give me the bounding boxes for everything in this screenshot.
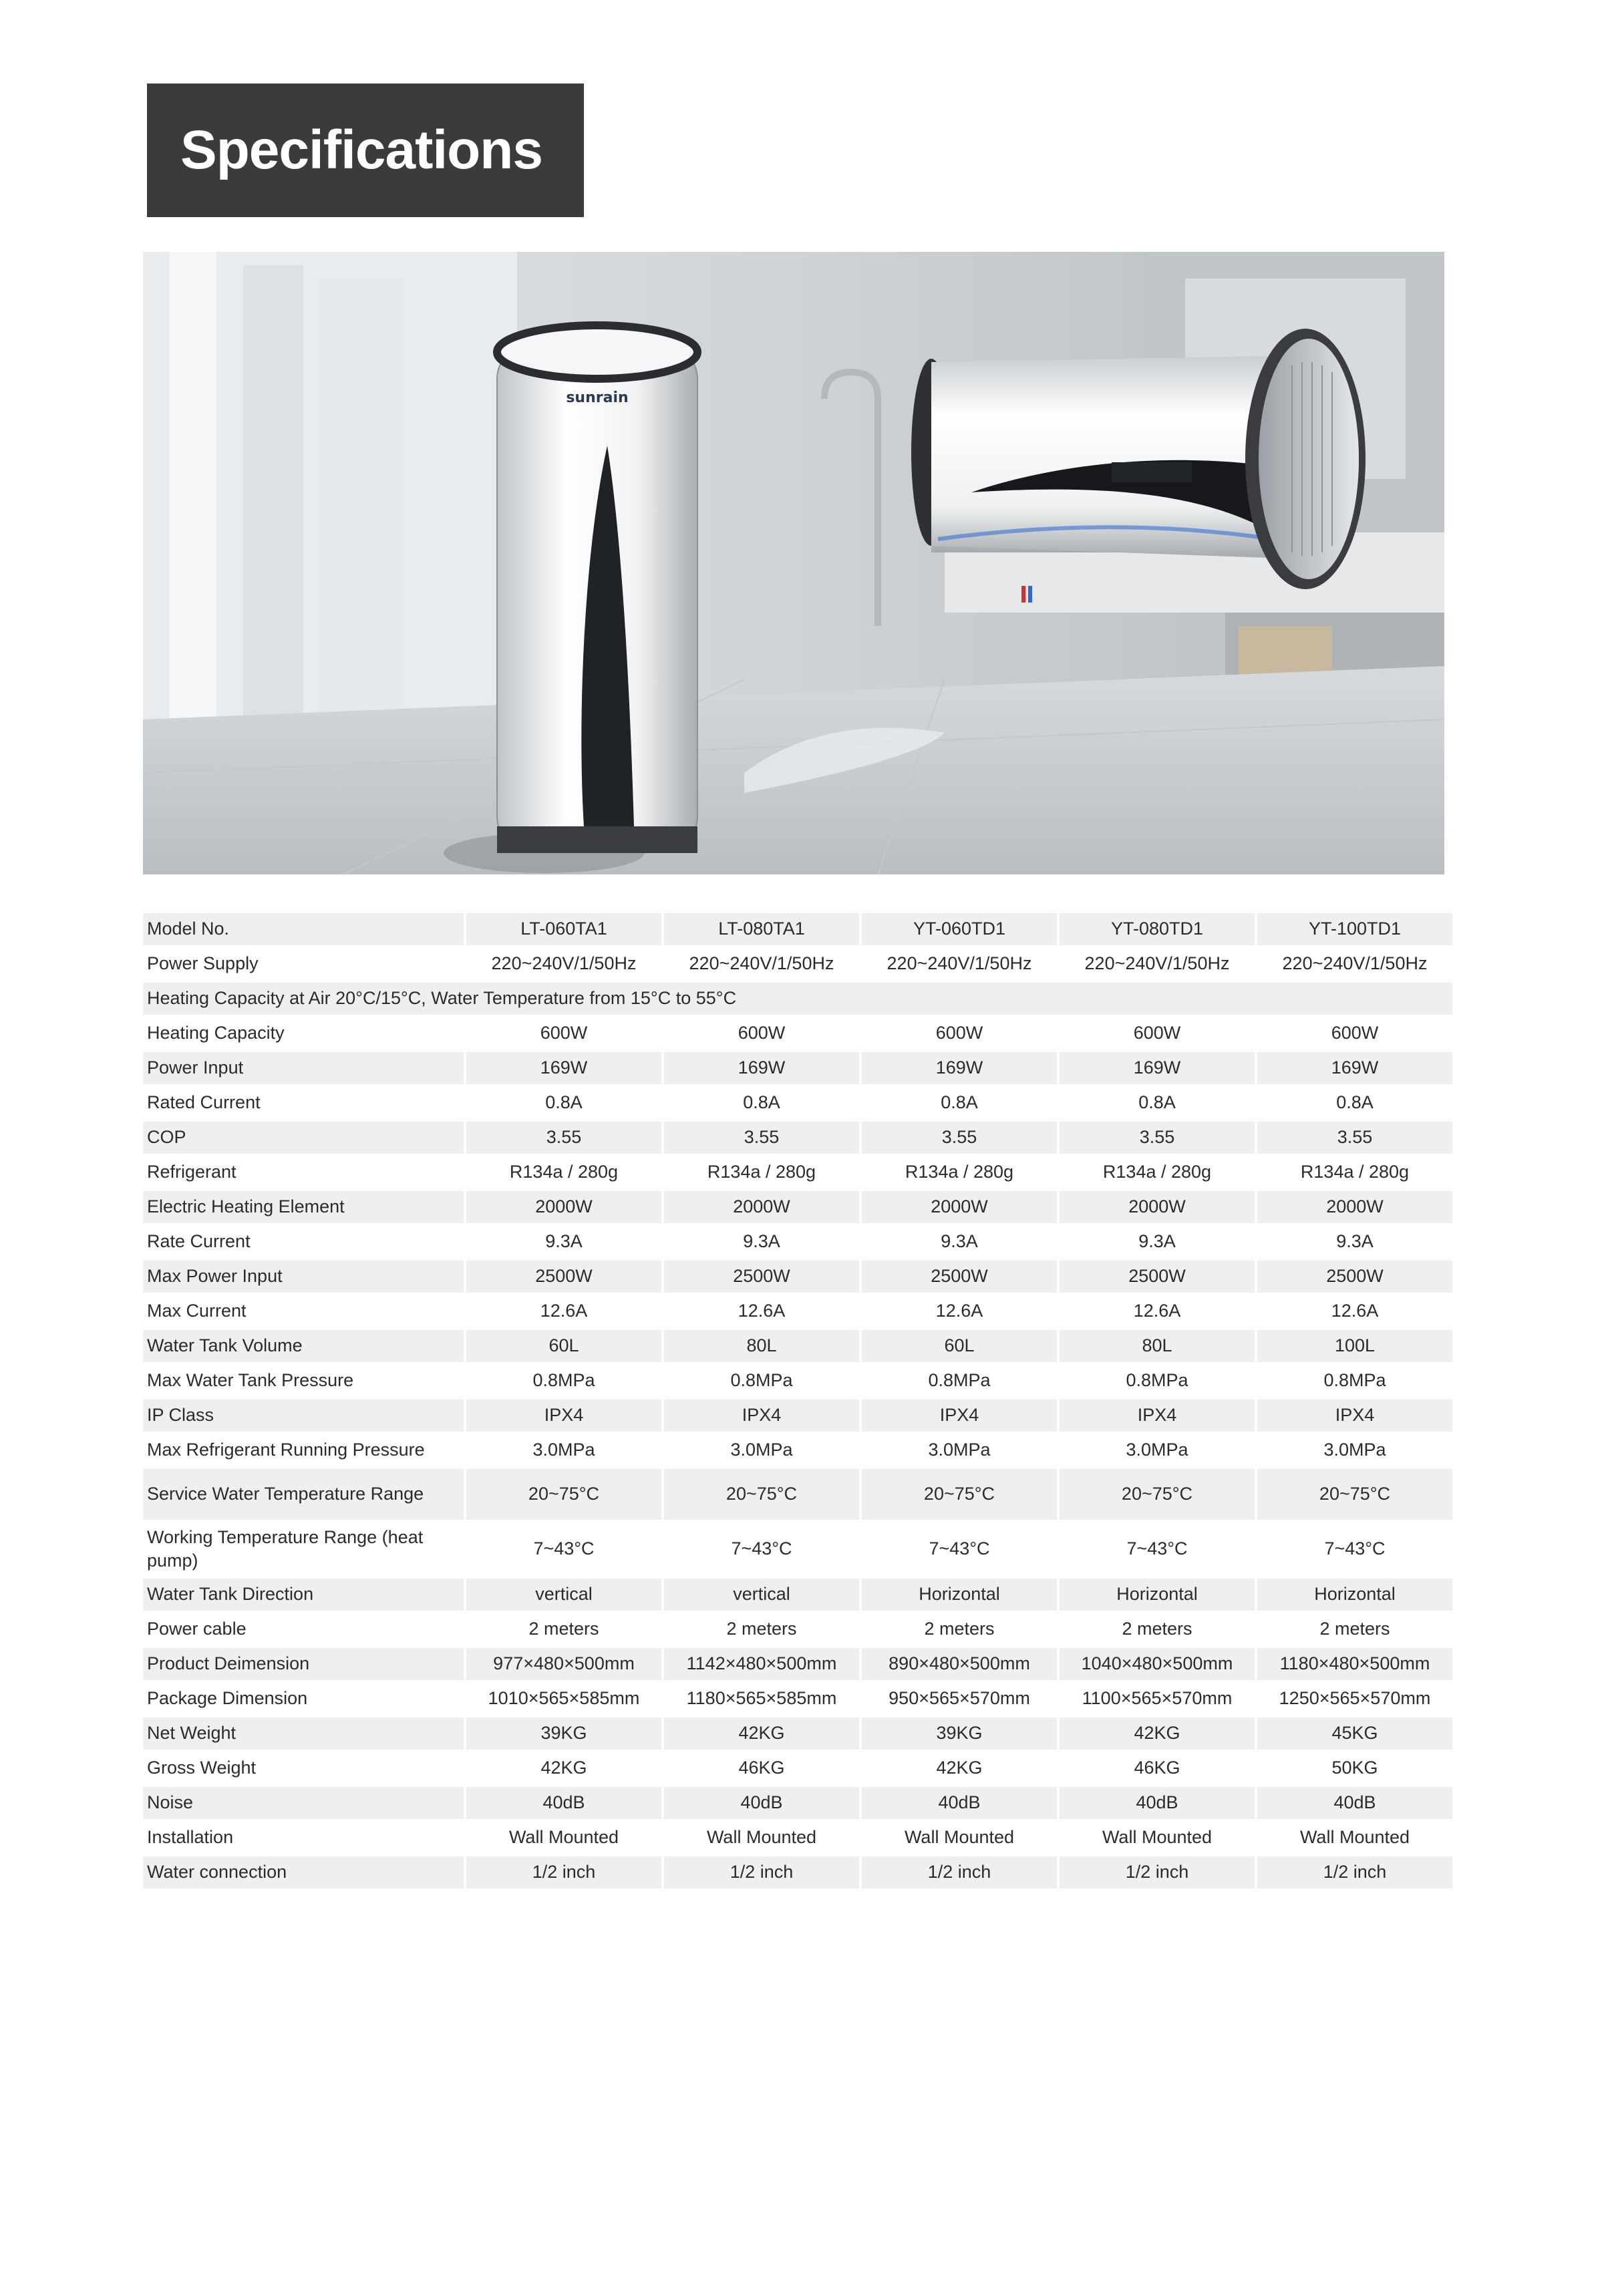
table-cell: 7~43°C (1126, 1538, 1188, 1559)
table-cell: 42KG (664, 1717, 859, 1750)
table-cell: 2 meters (1319, 1619, 1390, 1639)
table-cell: 60L (862, 1330, 1057, 1362)
table-cell: 2 meters (1122, 1619, 1192, 1639)
row-label: Noise (143, 1787, 464, 1819)
table-cell: 169W (664, 1052, 859, 1084)
table-cell: 20~75°C (862, 1469, 1057, 1520)
table-cell: 7~43°C (731, 1538, 792, 1559)
table-cell: 169W (466, 1052, 661, 1084)
column-header: YT-100TD1 (1257, 913, 1452, 945)
row-label: Model No. (143, 913, 464, 945)
column-header: YT-080TD1 (1060, 913, 1255, 945)
table-cell: 12.6A (1331, 1301, 1379, 1321)
table-row (143, 1469, 1452, 1520)
table-cell: Horizontal (862, 1579, 1057, 1611)
table-cell: 169W (1257, 1052, 1452, 1084)
table-row (143, 1052, 1452, 1084)
table-cell: 0.8A (743, 1092, 780, 1113)
table-row (143, 1683, 1452, 1715)
row-label: Water Tank Direction (143, 1579, 464, 1611)
table-cell: 3.0MPa (532, 1440, 595, 1460)
table-row (143, 1122, 1452, 1154)
row-label: Heating Capacity (147, 1023, 285, 1043)
row-label: Electric Heating Element (143, 1191, 464, 1223)
table-cell: 1010×565×585mm (488, 1688, 640, 1709)
table-cell: R134a / 280g (905, 1162, 1014, 1182)
table-cell: 3.55 (862, 1122, 1057, 1154)
table-cell: 0.8A (545, 1092, 583, 1113)
table-cell: 0.8MPa (928, 1370, 991, 1391)
row-label: Rate Current (147, 1231, 251, 1252)
table-cell: 1040×480×500mm (1060, 1648, 1255, 1680)
table-cell: 2000W (466, 1191, 661, 1223)
table-row (143, 1752, 1452, 1784)
row-label: Power Supply (147, 953, 259, 974)
table-cell: IPX4 (1060, 1400, 1255, 1432)
table-cell: 1142×480×500mm (664, 1648, 859, 1680)
table-cell: 1180×480×500mm (1257, 1648, 1452, 1680)
table-cell: Wall Mounted (508, 1827, 619, 1848)
table-cell: 1/2 inch (862, 1856, 1057, 1889)
table-cell: 2000W (862, 1191, 1057, 1223)
table-cell: 600W (540, 1023, 588, 1043)
table-cell: 2000W (1257, 1191, 1452, 1223)
table-cell: 600W (935, 1023, 983, 1043)
row-label: Max Water Tank Pressure (147, 1370, 354, 1391)
table-cell: 40dB (1060, 1787, 1255, 1819)
table-cell: 0.8MPa (730, 1370, 793, 1391)
table-cell: 890×480×500mm (862, 1648, 1057, 1680)
table-cell: 3.55 (664, 1122, 859, 1154)
table-cell: 7~43°C (1324, 1538, 1386, 1559)
table-cell: R134a / 280g (1102, 1162, 1212, 1182)
table-cell: 1250×565×570mm (1279, 1688, 1431, 1709)
table-cell: IPX4 (664, 1400, 859, 1432)
table-row (143, 1648, 1452, 1680)
table-cell: 3.55 (466, 1122, 661, 1154)
table-cell: Wall Mounted (904, 1827, 1015, 1848)
table-cell: 46KG (1134, 1758, 1180, 1778)
table-cell: 977×480×500mm (466, 1648, 661, 1680)
table-cell: Horizontal (1257, 1579, 1452, 1611)
column-header: YT-060TD1 (862, 913, 1057, 945)
row-label: Water connection (143, 1856, 464, 1889)
table-row (143, 948, 1452, 980)
table-row (143, 1087, 1452, 1119)
table-cell: 80L (664, 1330, 859, 1362)
table-cell: IPX4 (1257, 1400, 1452, 1432)
table-cell: 39KG (466, 1717, 661, 1750)
table-row (143, 1717, 1452, 1750)
table-cell: 40dB (862, 1787, 1057, 1819)
row-label: Net Weight (143, 1717, 464, 1750)
table-cell: 7~43°C (533, 1538, 595, 1559)
table-row (143, 1261, 1452, 1293)
table-row (143, 1787, 1452, 1819)
table-cell: 0.8A (1138, 1092, 1176, 1113)
table-cell: 220~240V/1/50Hz (1084, 953, 1230, 974)
table-cell: Wall Mounted (1299, 1827, 1410, 1848)
title-banner (147, 84, 584, 217)
table-cell: 220~240V/1/50Hz (689, 953, 834, 974)
table-cell: 1100×565×570mm (1082, 1688, 1233, 1709)
table-cell: 3.55 (1257, 1122, 1452, 1154)
table-cell: 12.6A (1133, 1301, 1181, 1321)
table-cell: 220~240V/1/50Hz (491, 953, 637, 974)
row-label: Product Deimension (143, 1648, 464, 1680)
table-cell: 169W (862, 1052, 1057, 1084)
table-cell: 12.6A (935, 1301, 983, 1321)
table-cell: 42KG (1060, 1717, 1255, 1750)
row-label: Refrigerant (147, 1162, 236, 1182)
table-cell: 20~75°C (1060, 1469, 1255, 1520)
column-header: LT-080TA1 (664, 913, 859, 945)
water-heaters-illustration (143, 252, 1444, 874)
table-cell: 220~240V/1/50Hz (887, 953, 1032, 974)
table-cell: 9.3A (941, 1231, 978, 1252)
table-cell: 40dB (1257, 1787, 1452, 1819)
table-cell: 0.8MPa (532, 1370, 595, 1391)
table-cell: 3.0MPa (928, 1440, 991, 1460)
table-row (143, 1613, 1452, 1645)
table-cell: 46KG (738, 1758, 785, 1778)
row-label: Power cable (147, 1619, 247, 1639)
table-cell: 2 meters (726, 1619, 797, 1639)
table-cell: 0.8A (1336, 1092, 1374, 1113)
table-cell: IPX4 (466, 1400, 661, 1432)
specifications-table (140, 911, 1455, 1891)
table-cell: 0.8MPa (1323, 1370, 1386, 1391)
table-cell: 600W (1133, 1023, 1181, 1043)
table-cell: Wall Mounted (706, 1827, 817, 1848)
table-cell: 9.3A (1336, 1231, 1374, 1252)
table-row (143, 1856, 1452, 1889)
row-label: Rated Current (147, 1092, 261, 1113)
table-cell: 600W (738, 1023, 786, 1043)
table-row (143, 1522, 1452, 1576)
table-cell: 20~75°C (466, 1469, 661, 1520)
table-cell: 2000W (664, 1191, 859, 1223)
table-cell: 2 meters (924, 1619, 995, 1639)
row-label: Max Current (147, 1301, 247, 1321)
product-photo (143, 252, 1444, 874)
table-cell: 80L (1060, 1330, 1255, 1362)
row-label: IP Class (143, 1400, 464, 1432)
row-label: Water Tank Volume (143, 1330, 464, 1362)
row-label: Max Refrigerant Running Pressure (147, 1440, 425, 1460)
table-row (143, 1017, 1452, 1049)
table-cell: 1/2 inch (1257, 1856, 1452, 1889)
table-cell: 2500W (664, 1261, 859, 1293)
table-cell: IPX4 (862, 1400, 1057, 1432)
row-label: Service Water Temperature Range (143, 1469, 464, 1520)
table-cell: R134a / 280g (1300, 1162, 1410, 1182)
table-cell: 60L (466, 1330, 661, 1362)
table-cell: 3.0MPa (1126, 1440, 1188, 1460)
table-cell: 600W (1331, 1023, 1379, 1043)
table-row (143, 1330, 1452, 1362)
table-cell: 20~75°C (1257, 1469, 1452, 1520)
table-cell: 2500W (862, 1261, 1057, 1293)
table-row (143, 1226, 1452, 1258)
table-cell: 12.6A (738, 1301, 786, 1321)
table-row (143, 1434, 1452, 1466)
table-cell: 2500W (466, 1261, 661, 1293)
row-label: Power Input (143, 1052, 464, 1084)
row-label: Gross Weight (147, 1758, 257, 1778)
table-cell: vertical (466, 1579, 661, 1611)
table-cell: R134a / 280g (707, 1162, 816, 1182)
page-title: Specifications (180, 120, 542, 180)
table-cell: 9.3A (743, 1231, 780, 1252)
table-header-row (143, 913, 1452, 945)
row-label: Package Dimension (147, 1688, 308, 1709)
column-header: LT-060TA1 (466, 913, 661, 945)
table-cell: 2000W (1060, 1191, 1255, 1223)
table-cell: 0.8A (941, 1092, 978, 1113)
table-cell: 2 meters (528, 1619, 599, 1639)
table-cell: 3.55 (1060, 1122, 1255, 1154)
row-label: Installation (147, 1827, 234, 1848)
table-cell: 45KG (1257, 1717, 1452, 1750)
table-cell: 100L (1257, 1330, 1452, 1362)
table-cell: 1180×565×585mm (686, 1688, 837, 1709)
table-cell: 950×565×570mm (889, 1688, 1030, 1709)
table-cell: 39KG (862, 1717, 1057, 1750)
table-cell: 3.0MPa (730, 1440, 793, 1460)
table-row (143, 1156, 1452, 1188)
table-row (143, 1365, 1452, 1397)
table-row (143, 1400, 1452, 1432)
table-cell: 1/2 inch (1060, 1856, 1255, 1889)
row-label: COP (143, 1122, 464, 1154)
table-cell: 42KG (936, 1758, 983, 1778)
table-row (143, 983, 1452, 1015)
table-cell: 2500W (1257, 1261, 1452, 1293)
table-cell: Horizontal (1060, 1579, 1255, 1611)
table-row (143, 1191, 1452, 1223)
table-cell: 9.3A (1138, 1231, 1176, 1252)
table-row (143, 1579, 1452, 1611)
table-cell: 220~240V/1/50Hz (1282, 953, 1428, 974)
table-cell: 50KG (1331, 1758, 1378, 1778)
table-cell: 40dB (466, 1787, 661, 1819)
table-cell: 1/2 inch (466, 1856, 661, 1889)
table-cell: 7~43°C (929, 1538, 990, 1559)
table-cell: 1/2 inch (664, 1856, 859, 1889)
table-cell: Wall Mounted (1102, 1827, 1213, 1848)
row-label: Working Temperature Range (heat pump) (147, 1526, 424, 1571)
table-row (143, 1295, 1452, 1327)
table-row (143, 1822, 1452, 1854)
section-heading: Heating Capacity at Air 20°C/15°C, Water Temperature from 15°C to 55°C (143, 983, 1452, 1015)
table-cell: 42KG (540, 1758, 587, 1778)
table-cell: 0.8MPa (1126, 1370, 1188, 1391)
table-cell: 40dB (664, 1787, 859, 1819)
table-cell: R134a / 280g (509, 1162, 619, 1182)
table-cell: 2500W (1060, 1261, 1255, 1293)
row-label: Max Power Input (143, 1261, 464, 1293)
table-cell: vertical (664, 1579, 859, 1611)
table-cell: 3.0MPa (1323, 1440, 1386, 1460)
table-cell: 9.3A (545, 1231, 583, 1252)
table-cell: 12.6A (540, 1301, 588, 1321)
table-cell: 169W (1060, 1052, 1255, 1084)
table-cell: 20~75°C (664, 1469, 859, 1520)
brand-logo: sunrain (566, 389, 629, 406)
